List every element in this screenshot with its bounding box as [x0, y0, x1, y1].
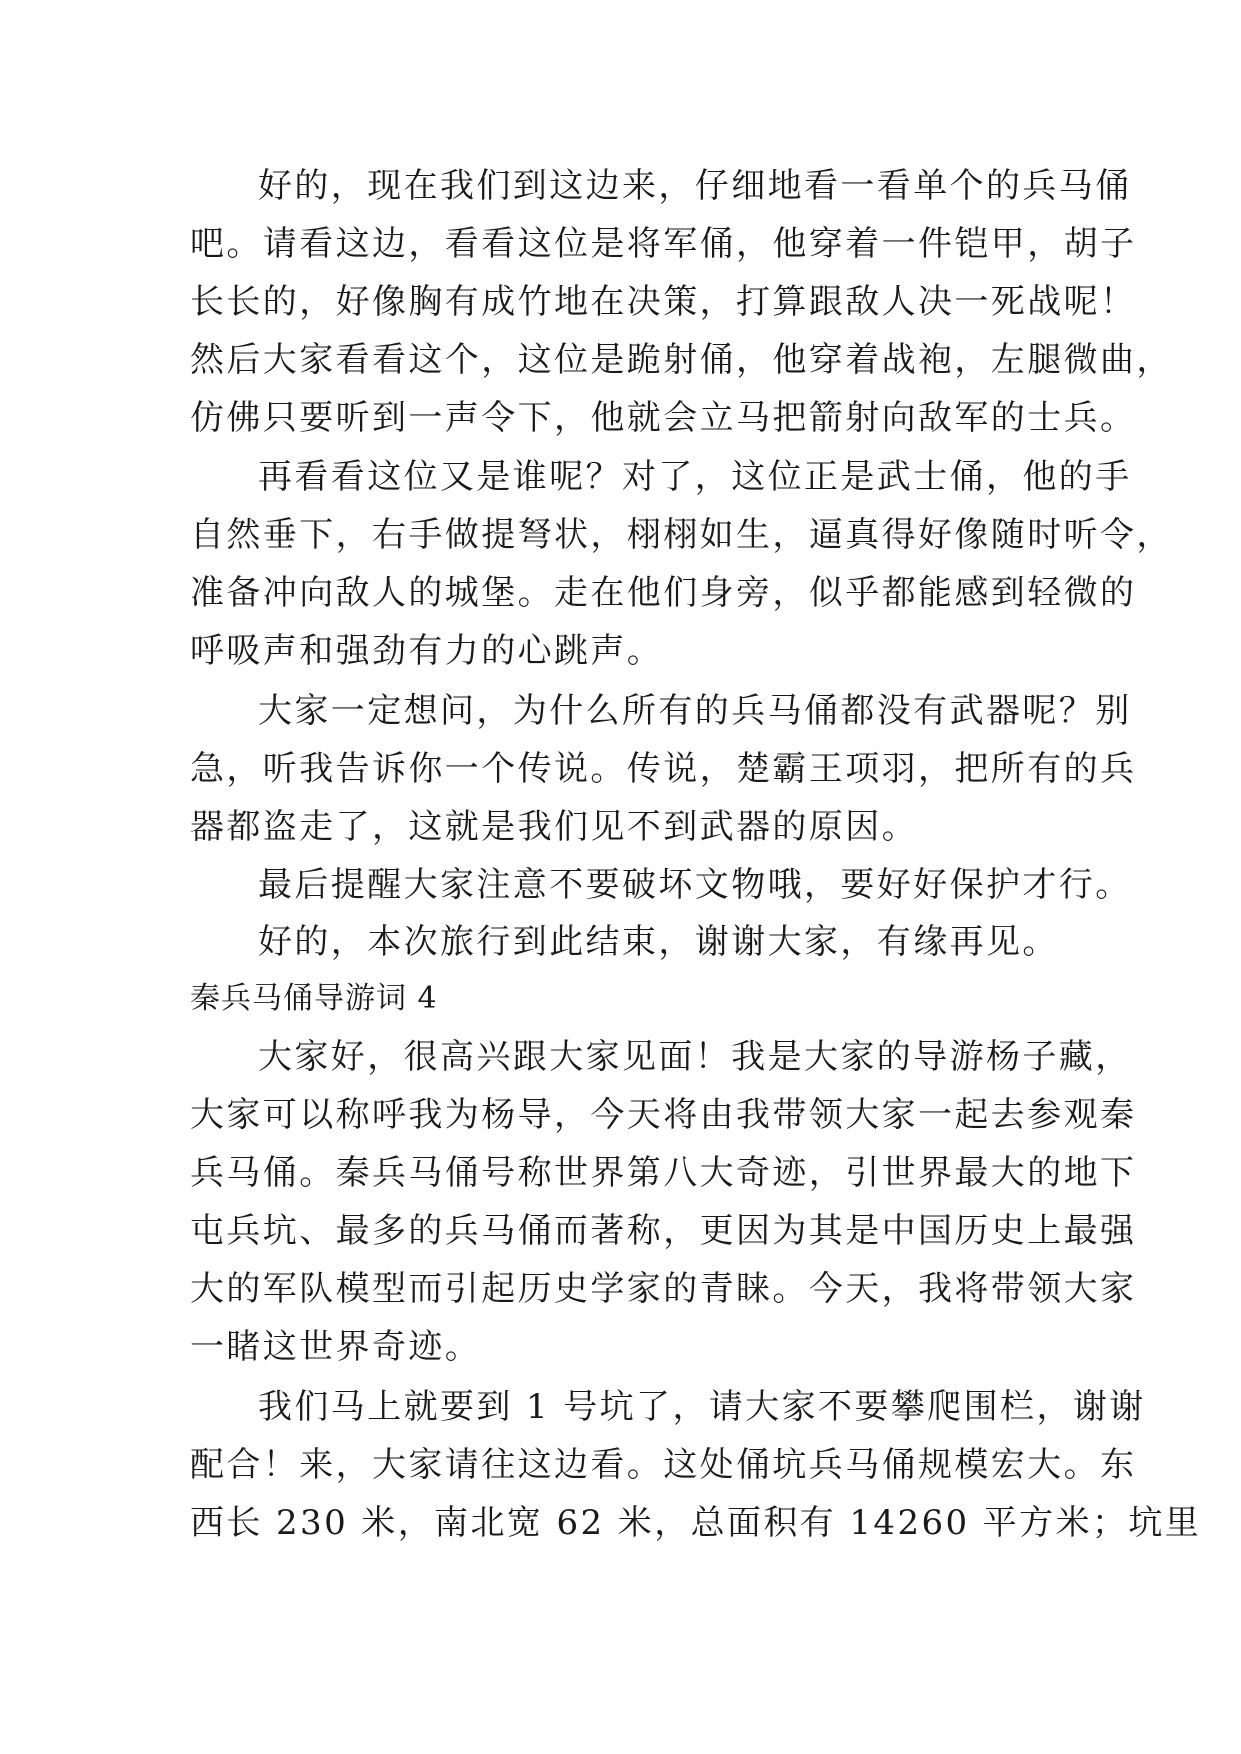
paragraph-line: 配合！来，大家请往这边看。这处俑坑兵马俑规模宏大。东	[190, 1445, 1137, 1485]
paragraph-line: 我们马上就要到 1 号坑了，请大家不要攀爬围栏，谢谢	[258, 1387, 1146, 1427]
paragraph-line: 兵马俑。秦兵马俑号称世界第八大奇迹，引世界最大的地下	[190, 1153, 1137, 1193]
paragraph-line: 最后提醒大家注意不要破坏文物哦，要好好保护才行。	[258, 865, 1132, 905]
paragraph-line: 西长 230 米，南北宽 62 米，总面积有 14260 平方米；坑里	[190, 1503, 1202, 1543]
paragraph-line: 吧。请看这边，看看这位是将军俑，他穿着一件铠甲，胡子	[190, 224, 1137, 264]
paragraph-line: 大的军队模型而引起历史学家的青睐。今天，我将带领大家	[190, 1269, 1137, 1309]
paragraph-line: 好的，本次旅行到此结束，谢谢大家，有缘再见。	[258, 922, 1059, 962]
paragraph-line: 自然垂下，右手做提弩状，栩栩如生，逼真得好像随时听令，	[190, 515, 1173, 555]
paragraph-line: 仿佛只要听到一声令下，他就会立马把箭射向敌军的士兵。	[190, 398, 1137, 438]
paragraph-line: 器都盗走了，这就是我们见不到武器的原因。	[190, 807, 918, 847]
section-title: 秦兵马俑导游词 4	[190, 981, 438, 1016]
paragraph-line: 急，听我告诉你一个传说。传说，楚霸王项羽，把所有的兵	[190, 749, 1137, 789]
paragraph-line: 大家一定想问，为什么所有的兵马俑都没有武器呢？别	[258, 691, 1132, 731]
paragraph-line: 屯兵坑、最多的兵马俑而著称，更因为其是中国历史上最强	[190, 1211, 1137, 1251]
paragraph-line: 一睹这世界奇迹。	[190, 1327, 482, 1367]
paragraph-line: 然后大家看看这个，这位是跪射俑，他穿着战袍，左腿微曲，	[190, 340, 1173, 380]
paragraph-line: 呼吸声和强劲有力的心跳声。	[190, 631, 664, 671]
paragraph-line: 大家好，很高兴跟大家见面！我是大家的导游杨子藏，	[258, 1037, 1132, 1077]
paragraph-line: 长长的，好像胸有成竹地在决策，打算跟敌人决一死战呢！	[190, 282, 1137, 322]
paragraph-line: 大家可以称呼我为杨导，今天将由我带领大家一起去参观秦	[190, 1095, 1137, 1135]
paragraph-line: 好的，现在我们到这边来，仔细地看一看单个的兵马俑	[258, 166, 1132, 206]
paragraph-line: 再看看这位又是谁呢？对了，这位正是武士俑，他的手	[258, 457, 1132, 497]
paragraph-line: 准备冲向敌人的城堡。走在他们身旁，似乎都能感到轻微的	[190, 573, 1137, 613]
